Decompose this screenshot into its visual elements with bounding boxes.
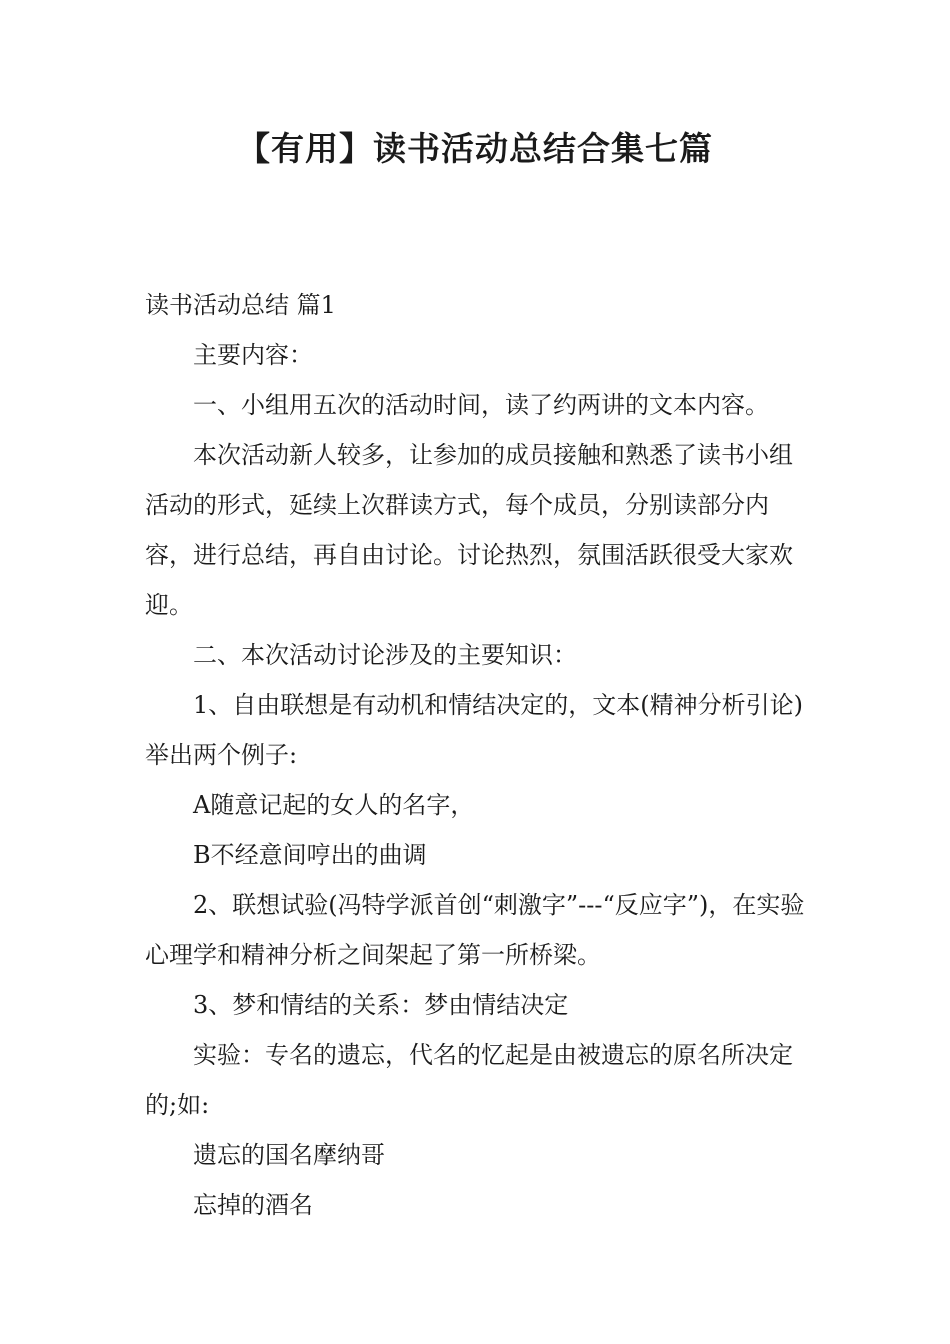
paragraph: 主要内容： [193,341,313,369]
document-title: 【有用】读书活动总结合集七篇 [237,129,713,168]
paragraph: B不经意间哼出的曲调 [193,841,427,869]
paragraph: 3、梦和情结的关系：梦由情结决定 [193,991,569,1019]
paragraph: 一、小组用五次的活动时间，读了约两讲的文本内容。 [193,391,769,419]
paragraph: 1、自由联想是有动机和情结决定的，文本(精神分析引论)举出两个例子: [145,691,803,769]
paragraph: A随意记起的女人的名字， [193,791,475,819]
document-body [145,280,810,1230]
paragraph: 实验：专名的遗忘，代名的忆起是由被遗忘的原名所决定的;如: [145,1041,793,1119]
paragraph: 2、联想试验(冯特学派首创“刺激字”---“反应字”)，在实验心理学和精神分析之间架起了第一所桥梁。 [145,891,805,969]
paragraph: 忘掉的酒名 [193,1191,313,1219]
paragraph: 本次活动新人较多，让参加的成员接触和熟悉了读书小组活动的形式，延续上次群读方式，每个成员，分别读部分内容，进行总结，再自由讨论。讨论热烈，氛围活跃很受大家欢迎。 [145,441,793,619]
paragraph: 遗忘的国名摩纳哥 [193,1141,385,1169]
section-heading: 读书活动总结 篇1 [145,291,336,319]
paragraph: 二、本次活动讨论涉及的主要知识： [193,641,577,669]
